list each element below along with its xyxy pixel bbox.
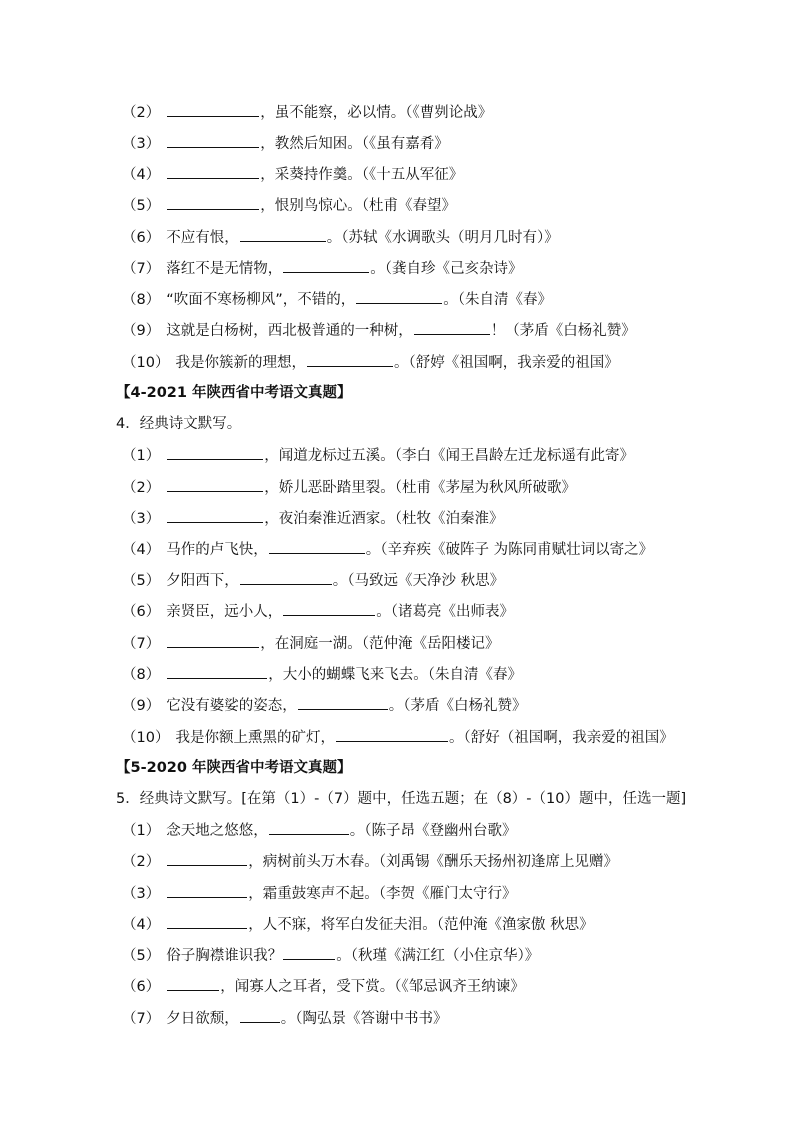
answer-blank[interactable] (167, 477, 263, 492)
question-item: （3） ，夜泊秦淮近酒家。（杜牧《泊秦淮》 (122, 508, 734, 529)
answer-blank[interactable] (283, 601, 375, 616)
question-item: （4） ，人不寐，将军白发征夫泪。（范仲淹《渔家傲 秋思》 (122, 914, 734, 935)
answer-blank[interactable] (167, 851, 247, 866)
question-item: （3） ，教然后知困。（《虽有嘉肴》 (122, 133, 734, 154)
answer-blank[interactable] (356, 289, 442, 304)
answer-blank[interactable] (167, 445, 263, 460)
answer-blank[interactable] (240, 227, 326, 242)
answer-blank[interactable] (167, 976, 219, 991)
answer-blank[interactable] (167, 664, 267, 679)
answer-blank[interactable] (167, 133, 259, 148)
answer-blank[interactable] (240, 1008, 280, 1023)
question-item: （8） “吹面不寒杨柳风”，不错的， 。（朱自清《春》 (122, 289, 734, 310)
answer-blank[interactable] (269, 539, 365, 554)
question-item: （10） 我是你簇新的理想， 。（舒婷《祖国啊，我亲爱的祖国》 (122, 352, 734, 373)
question-item: （3） ，霜重鼓寒声不起。（李贺《雁门太守行》 (122, 883, 734, 904)
question-item: （7） 落红不是无情物， 。（龚自珍《己亥杂诗》 (122, 258, 734, 279)
answer-blank[interactable] (414, 320, 490, 335)
question-item: （9） 这就是白杨树，西北极普通的一种树， ！（茅盾《白杨礼赞》 (122, 320, 734, 341)
question-item: （1） ，闻道龙标过五溪。（李白《闻王昌龄左迁龙标遥有此寄》 (122, 445, 734, 466)
question-item: （6） 亲贤臣，远小人， 。（诸葛亮《出师表》 (122, 601, 734, 622)
answer-blank[interactable] (283, 945, 335, 960)
question-item: （5） ，恨别鸟惊心。（杜甫《春望》 (122, 195, 734, 216)
answer-blank[interactable] (240, 570, 332, 585)
question-title: 5．经典诗文默写。[在第（1）-（7）题中，任选五题；在（8）-（10）题中，任选一题] (116, 791, 687, 807)
answer-blank[interactable] (336, 727, 448, 742)
answer-blank[interactable] (269, 820, 349, 835)
question-item: （6） 不应有恨， 。（苏轼《水调歌头（明月几时有）》 (122, 227, 734, 248)
question-item: （5） 俗子胸襟谁识我？ 。（秋瑾《满江红（小住京华）》 (122, 945, 734, 966)
answer-blank[interactable] (167, 914, 247, 929)
question-item: （8） ，大小的蝴蝶飞来飞去。（朱自清《春》 (122, 664, 734, 685)
answer-blank[interactable] (167, 164, 259, 179)
answer-blank[interactable] (167, 883, 247, 898)
answer-blank[interactable] (298, 695, 388, 710)
question-item: （2） ，病树前头万木春。（刘禹锡《酬乐天扬州初逢席上见赠》 (122, 851, 734, 872)
question-item: （4） 马作的卢飞快， 。（辛弃疾《破阵子 为陈同甫赋壮词以寄之》 (122, 539, 734, 560)
question-item: （2） ，娇儿恶卧踏里裂。（杜甫《茅屋为秋风所破歌》 (122, 477, 734, 498)
answer-blank[interactable] (283, 258, 369, 273)
answer-blank[interactable] (167, 102, 259, 117)
question-item: （10） 我是你额上熏黑的矿灯， 。（舒好（祖国啊，我亲爱的祖国》 (122, 727, 734, 748)
question-item: （6） ，闻寡人之耳者，受下赏。（《邹忌讽齐王纳谏》 (122, 976, 734, 997)
answer-blank[interactable] (167, 508, 263, 523)
question-item: （2） ，虽不能察，必以情。（《曹刿论战》 (122, 102, 734, 123)
question-item: （1） 念天地之悠悠， 。（陈子昂《登幽州台歌》 (122, 820, 734, 841)
section-heading: 【5-2020 年陕西省中考语文真题】 (116, 760, 352, 776)
question-title: 4．经典诗文默写。 (116, 416, 242, 432)
question-item: （7） 夕日欲颓， 。（陶弘景《答谢中书书》 (122, 1008, 734, 1029)
question-item: （9） 它没有婆娑的姿态， 。（茅盾《白杨礼赞》 (122, 695, 734, 716)
answer-blank[interactable] (167, 633, 259, 648)
question-item: （5） 夕阳西下， 。（马致远《天净沙 秋思》 (122, 570, 734, 591)
section-heading: 【4-2021 年陕西省中考语文真题】 (116, 385, 352, 401)
question-item: （7） ，在洞庭一湖。（范仲淹《岳阳楼记》 (122, 633, 734, 654)
question-item: （4） ，采葵持作羹。（《十五从军征》 (122, 164, 734, 185)
answer-blank[interactable] (167, 195, 259, 210)
answer-blank[interactable] (307, 352, 393, 367)
